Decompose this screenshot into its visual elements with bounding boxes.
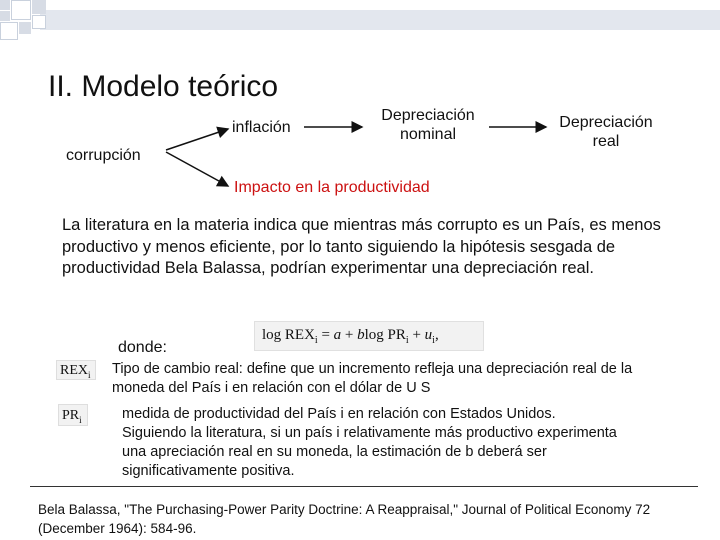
productivity-impact-label: Impacto en la productividad — [234, 179, 430, 196]
rex-definition: Tipo de cambio real: define que un incremento refleja una depreciación real de la moneda del País i en relación con el dólar de U S — [112, 361, 633, 396]
rex-symbol — [56, 360, 96, 380]
arrow-to-productivity — [166, 152, 228, 186]
arrow-to-inflation — [166, 129, 228, 150]
nominal-dep-line2: nominal — [399, 126, 457, 143]
formula-plus2: + — [412, 327, 421, 343]
corruption-label: corrupción — [66, 147, 141, 164]
pr-symbol — [58, 404, 88, 426]
rex-symbol-sub: i — [88, 369, 91, 380]
body-paragraph: La literatura en la materia indica que mientras más corrupto es un País, es menos productivo y menos eficiente, por lo tanto siguiendo la hipótesis sesgada de productividad Bela Balassa, podrían experimentar una depreciación real. — [62, 216, 661, 277]
formula-log-pr: log PR — [364, 327, 406, 343]
rex-symbol-text: REX — [60, 363, 88, 378]
formula-pr-sub: i — [405, 335, 409, 346]
real-dep-line2: real — [592, 133, 620, 150]
formula-lhs-sub: i — [314, 335, 318, 346]
pr-symbol-text: PR — [62, 408, 80, 423]
formula-u-sub: i — [432, 335, 435, 346]
pr-symbol-sub: i — [79, 414, 82, 425]
formula-b: b — [357, 327, 365, 343]
slide-title: II. Modelo teórico — [48, 70, 279, 103]
inflation-label: inflación — [232, 119, 291, 136]
regression-formula — [254, 321, 484, 351]
pr-definition: medida de productividad del País i en relación con Estados Unidos. Siguiendo la literatura, si un país i relativamente más productivo experimenta una apreciación real en su moneda, la estimación de b deberá ser significativamente positiva. — [122, 406, 617, 479]
formula-u: u — [424, 327, 433, 343]
citation: Bela Balassa, "The Purchasing-Power Parity Doctrine: A Reappraisal," Journal of Political Economy 72 (December 1964): 584-96. — [38, 502, 651, 536]
formula-plus: + — [344, 327, 354, 343]
nominal-dep-line1: Depreciación — [381, 107, 475, 124]
formula-eq: = — [321, 327, 330, 343]
donde-label: donde: — [118, 339, 167, 356]
formula-a: a — [333, 327, 342, 343]
footer-divider — [30, 486, 698, 487]
formula-lhs: log REX — [262, 327, 315, 343]
formula-comma: , — [434, 327, 439, 343]
real-dep-line1: Depreciación — [559, 114, 653, 131]
